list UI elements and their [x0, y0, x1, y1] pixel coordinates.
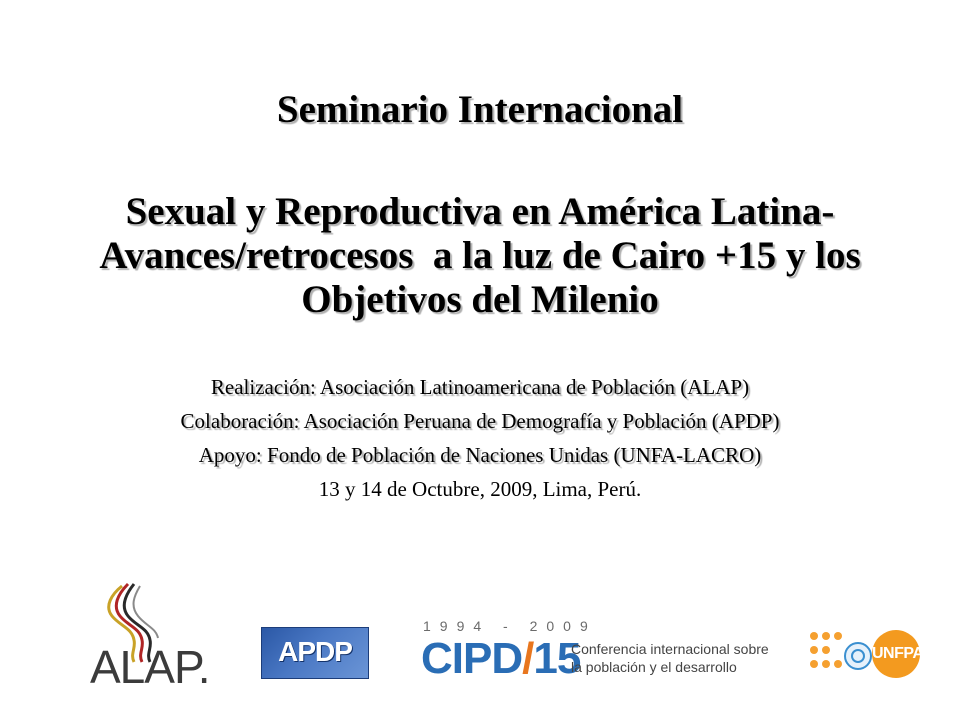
- credit-apoyo: Apoyo: Fondo de Población de Naciones Unidas (UNFA-LACRO): [198, 443, 762, 467]
- cipd-years: 1994 - 2009: [423, 618, 597, 634]
- unfpa-wordmark: UNFPA: [872, 645, 924, 662]
- unfpa-logo: [806, 626, 946, 682]
- cipd-description-line-2: la población y el desarrollo: [571, 659, 737, 675]
- alap-wordmark: ALAP.: [90, 641, 210, 693]
- cipd-slash: /: [522, 634, 534, 683]
- credits-block: [40, 370, 920, 506]
- subtitle-line-2: Avances/retrocesos a la luz de Cairo +15 y los: [99, 234, 861, 277]
- cipd-number: 15: [533, 634, 581, 683]
- event-date: 13 y 14 de Octubre, 2009, Lima, Perú.: [318, 477, 642, 501]
- cipd-name: CIPD: [421, 634, 523, 683]
- subtitle-line-3: Objetivos del Milenio: [301, 278, 659, 321]
- cipd-description: [571, 640, 791, 676]
- slide-subtitle: [60, 190, 900, 322]
- credit-realizacion: Realización: Asociación Latinoamericana de Población (ALAP): [210, 375, 750, 399]
- alap-logo: [82, 582, 232, 694]
- subtitle-line-1: Sexual y Reproductiva en América Latina-: [125, 190, 835, 233]
- cipd-wordmark: [421, 634, 580, 684]
- cipd-logo: [421, 618, 791, 690]
- credit-colaboracion: Colaboración: Asociación Peruana de Demografía y Población (APDP): [180, 409, 780, 433]
- apdp-wordmark: APDP: [278, 636, 352, 667]
- un-emblem-icon: [844, 642, 872, 670]
- cipd-description-line-1: Conferencia internacional sobre: [571, 641, 769, 657]
- slide-title: [0, 88, 960, 132]
- apdp-logo: [261, 627, 369, 679]
- title-line-1: Seminario Internacional: [276, 88, 684, 131]
